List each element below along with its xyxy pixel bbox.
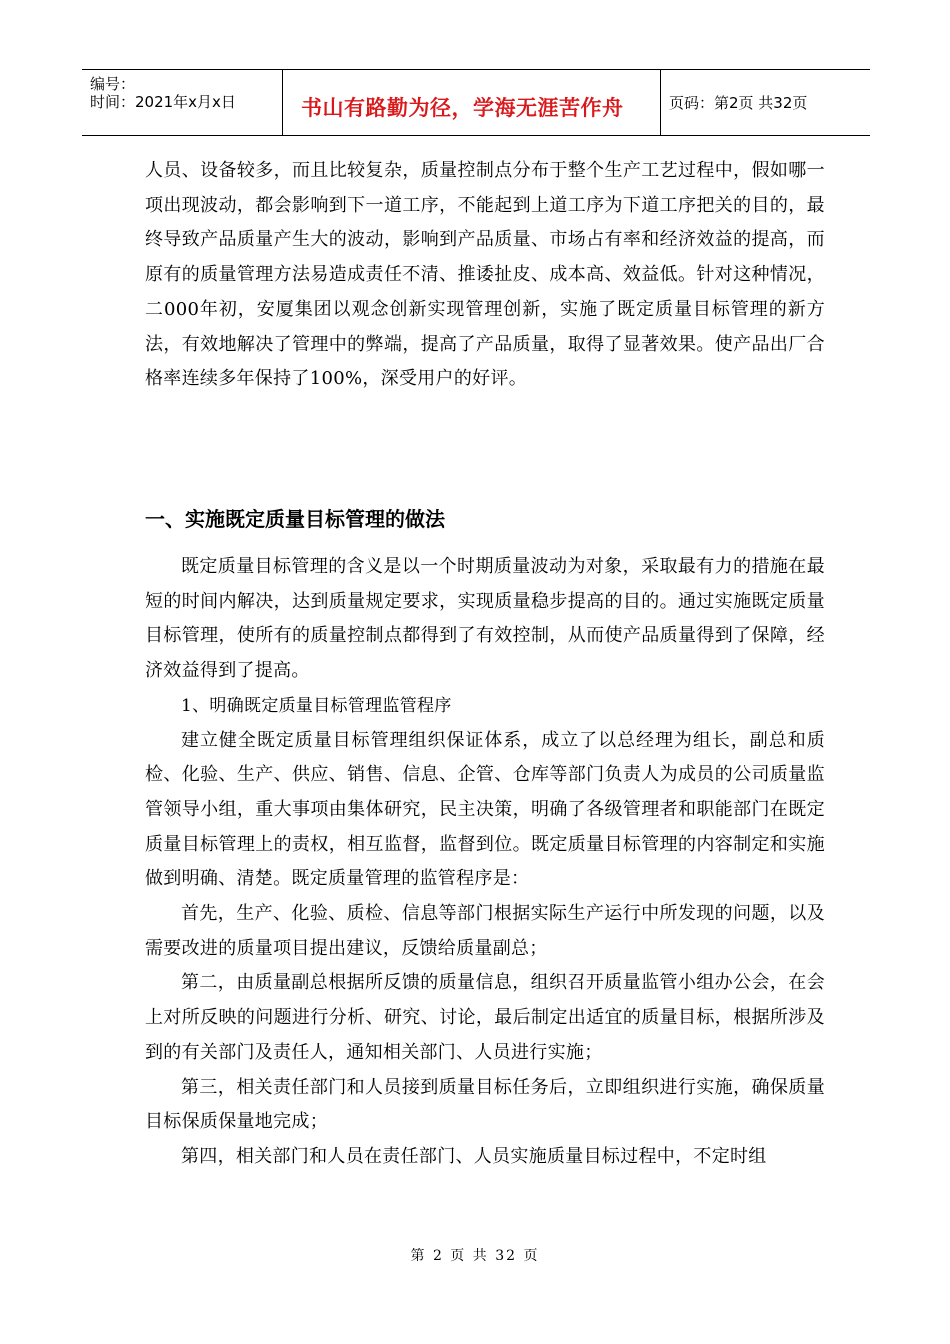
header-page-cell bbox=[661, 70, 870, 135]
intro-section bbox=[145, 154, 825, 397]
intro-paragraph: 人员、设备较多，而且比较复杂，质量控制点分布于整个生产工艺过程中，假如哪一项出现波动，都会影响到下一道工序，不能起到上道工序为下道工序把关的目的，最终导致产品质量产生大的波动，影响到产品质量、市场占有率和经济效益的提高，而原有的质量管理方法易造成责任不清、推诿扯皮、成本高、效益低。针对这种情况，二000年初，安厦集团以观念创新实现管理创新，实施了既定质量目标管理的新方法，有效地解决了管理中的弊端，提高了产品质量，取得了显著效果。使产品出厂合格率连续多年保持了100%，深受用户的好评。 bbox=[145, 160, 825, 390]
paragraph-step-first: 首先，生产、化验、质检、信息等部门根据实际生产运行中所发现的问题，以及需要改进的质量项目提出建议，反馈给质量副总； bbox=[145, 903, 825, 959]
header-meta-cell bbox=[82, 70, 283, 135]
header-page-info: 页码：第2页 共32页 bbox=[669, 94, 808, 112]
page-header bbox=[82, 69, 870, 136]
paragraph-step-second: 第二，由质量副总根据所反馈的质量信息，组织召开质量监管小组办公会，在会上对所反映的问题进行分析、研究、讨论，最后制定出适宜的质量目标，根据所涉及到的有关部门及责任人，通知相关部门、人员进行实施； bbox=[145, 972, 825, 1063]
section-heading: 一、实施既定质量目标管理的做法 bbox=[145, 507, 445, 531]
document-number-label: 编号： bbox=[90, 75, 136, 93]
document-date: 时间：2021年x月x日 bbox=[90, 93, 236, 111]
paragraph-step-fourth: 第四，相关部门和人员在责任部门、人员实施质量目标过程中，不定时组 bbox=[181, 1145, 767, 1167]
header-motto-cell bbox=[283, 70, 661, 135]
section-body bbox=[145, 550, 825, 1175]
header-motto: 书山有路勤为径，学海无涯苦作舟 bbox=[301, 96, 624, 120]
paragraph-definition: 既定质量目标管理的含义是以一个时期质量波动为对象，采取最有力的措施在最短的时间内解决，达到质量规定要求，实现质量稳步提高的目的。通过实施既定质量目标管理，使所有的质量控制点都得到了有效控制，从而使产品质量得到了保障，经济效益得到了提高。 bbox=[145, 556, 825, 682]
page-footer: 第 2 页 共 32 页 bbox=[410, 1248, 540, 1264]
subheading: 1、明确既定质量目标管理监管程序 bbox=[181, 695, 452, 716]
paragraph-organization: 建立健全既定质量目标管理组织保证体系，成立了以总经理为组长，副总和质检、化验、生产、供应、销售、信息、企管、仓库等部门负责人为成员的公司质量监管领导小组，重大事项由集体研究，民主决策，明确了各级管理者和职能部门在既定质量目标管理上的责权，相互监督，监督到位。既定质量目标管理的内容制定和实施做到明确、清楚。既定质量管理的监管程序是： bbox=[145, 729, 825, 890]
paragraph-step-third: 第三，相关责任部门和人员接到质量目标任务后，立即组织进行实施，确保质量目标保质保量地完成； bbox=[145, 1076, 825, 1133]
